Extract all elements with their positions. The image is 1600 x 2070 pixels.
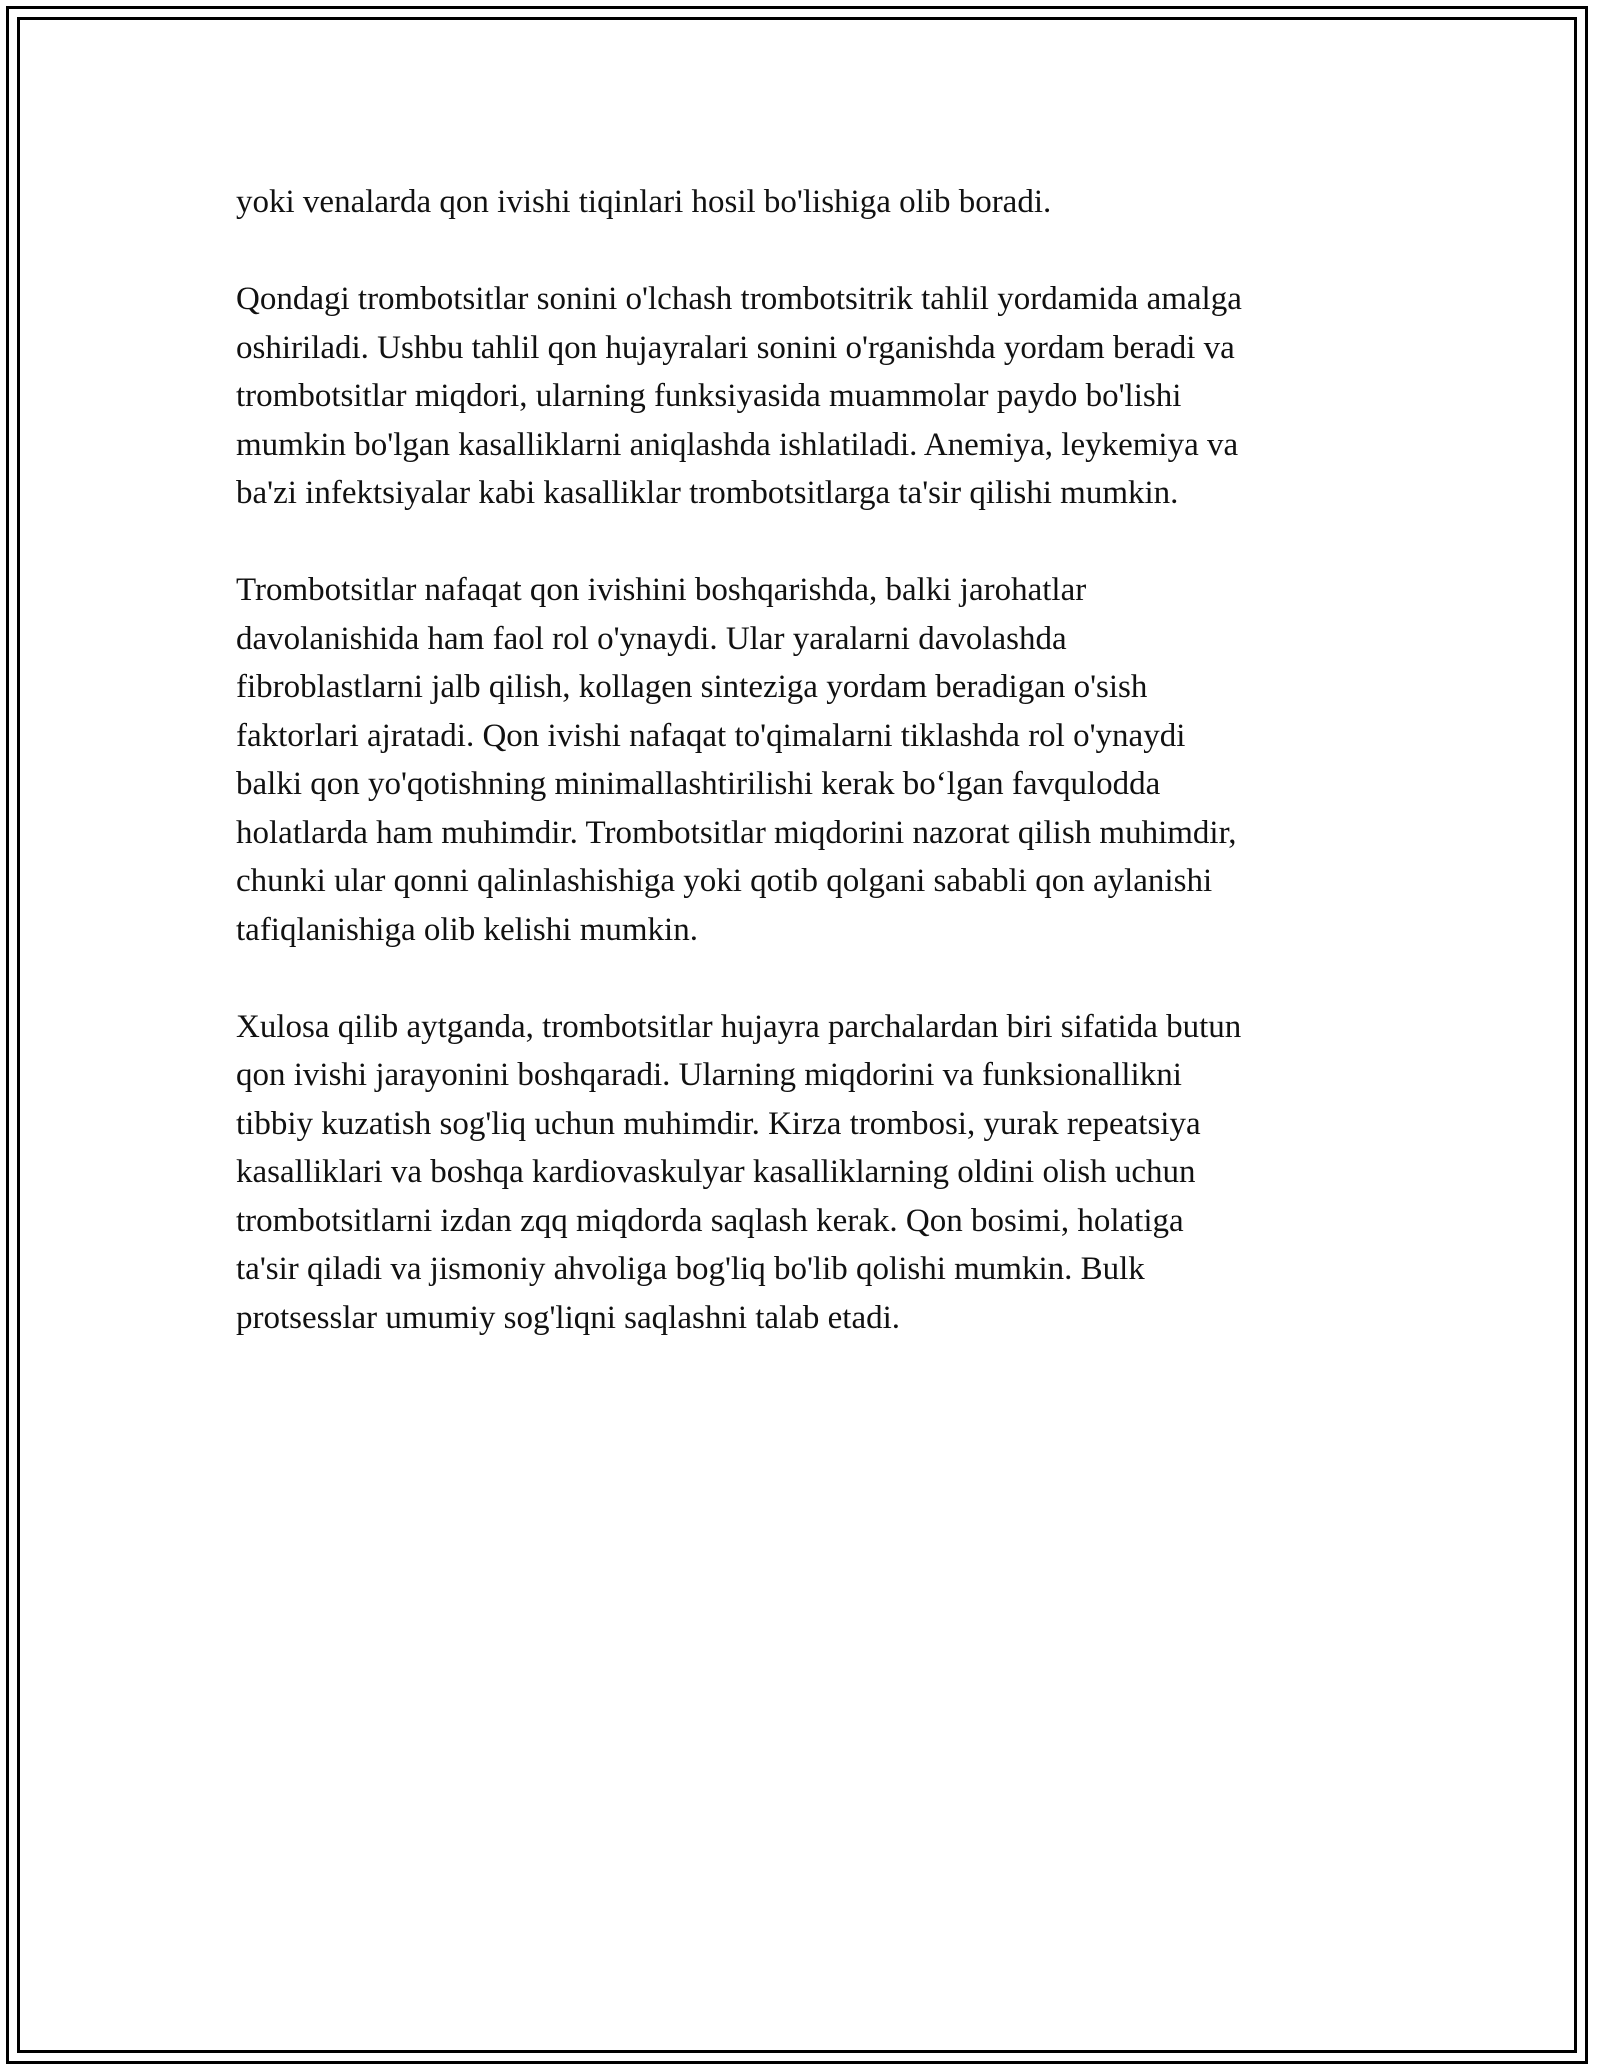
- paragraph-4: Xulosa qilib aytganda, trombotsitlar hujayra parchalardan biri sifatida butun qon ivishi jarayonini boshqaradi. Ularning miqdorini va funksionallikni tibbiy kuzatish sog'liq uchun muhimdir. Kirza trombosi, yurak repeatsiya kasalliklari va boshqa kardiovaskulyar kasalliklarning oldini olish uchun trombotsitlarni izdan zqq miqdorda saqlash kerak. Qon bosimi, holatiga ta'sir qiladi va jismoniy ahvoliga bog'liq bo'lib qolishi mumkin. Bulk protsesslar umumiy sog'liqni saqlashni talab etadi.: [236, 1008, 1242, 1336]
- paragraph-1: yoki venalarda qon ivishi tiqinlari hosil bo'lishiga olib boradi.: [236, 184, 1052, 220]
- paragraph-3: Trombotsitlar nafaqat qon ivishini boshqarishda, balki jarohatlar davolanishida ham faol rol o'ynaydi. Ular yaralarni davolashda fibroblastlarni jalb qilish, kollagen sinteziga yordam beradigan o'sish faktorlari ajratadi. Qon ivishi nafaqat to'qimalarni tiklashda rol o'ynaydi balki qon yo'qotishning minimallashtirilishi kerak bo‘lgan favqulodda holatlarda ham muhimdir. Trombotsitlar miqdorini nazorat qilish muhimdir, chunki ular qonni qalinlashishiga yoki qotib qolgani sababli qon aylanishi tafiqlanishiga olib kelishi mumkin.: [236, 572, 1237, 948]
- paragraph-2: Qondagi trombotsitlar sonini o'lchash trombotsitrik tahlil yordamida amalga oshiriladi. Ushbu tahlil qon hujayralari sonini o'rganishda yordam beradi va trombotsitlar miqdori, ularning funksiyasida muammolar paydo bo'lishi mumkin bo'lgan kasalliklarni aniqlashda ishlatiladi. Anemiya, leykemiya va ba'zi infektsiyalar kabi kasalliklar trombotsitlarga ta'sir qilishi mumkin.: [236, 281, 1242, 511]
- document-body: [236, 178, 1366, 1391]
